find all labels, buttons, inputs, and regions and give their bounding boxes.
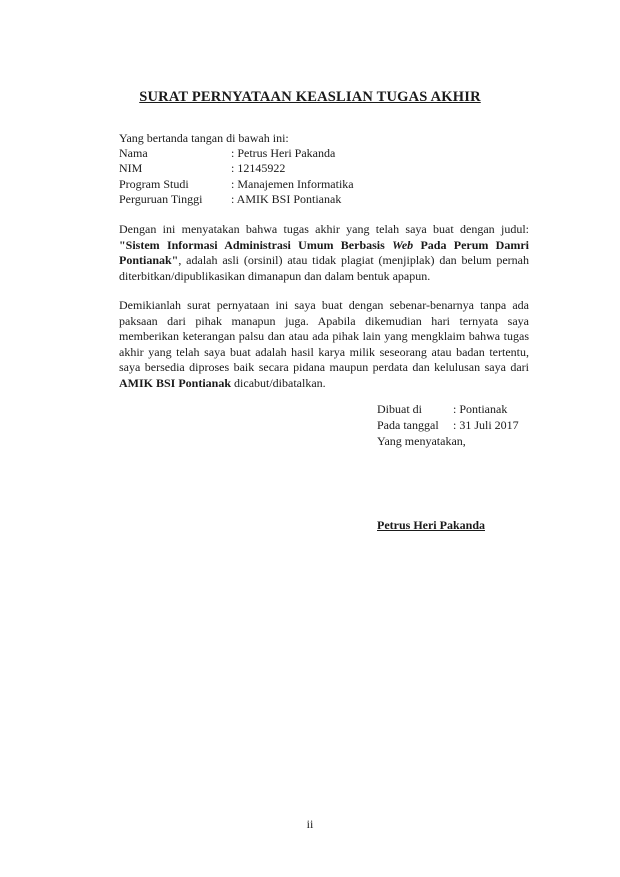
thesis-title-part1: "Sistem Informasi Administrasi Umum Berbasis (119, 237, 393, 252)
place-label: Dibuat di (377, 402, 422, 416)
identity-row-nama (119, 146, 335, 161)
declaration-rest: , adalah asli (orsinil) atau tidak plagiat (menjiplak) dan belum pernah diterbitkan/dipublikasikan dimanapun dan dalam bentuk apapun. (119, 253, 529, 283)
signature-closing: Yang menyatakan, (377, 434, 466, 448)
document-title: SURAT PERNYATAAN KEASLIAN TUGAS AKHIR (139, 89, 481, 105)
thesis-title-italic: Web (392, 237, 414, 252)
identity-row-program-studi (119, 177, 354, 192)
identity-label: NIM (119, 161, 143, 175)
identity-value: : 12145922 (231, 161, 286, 175)
place-value: : Pontianak (453, 402, 508, 416)
identity-label: Nama (119, 146, 148, 160)
institution-name: AMIK BSI Pontianak (119, 375, 232, 390)
intro-text: Yang bertanda tangan di bawah ini: (119, 131, 289, 145)
statement-text-1: Demikianlah surat pernyataan ini saya buat dengan sebenar-benarnya tanpa ada paksaan dari pihak manapun juga. Apabila dikemudian hari ternyata saya memberikan keterangan palsu dan atau ada pihak lain yang mengklaim bahwa tugas akhir yang telah saya buat adalah hasil karya milik seseorang atau badan tertentu, saya bersedia diproses baik secara pidana maupun perdata dan kelulusan saya dari (119, 298, 529, 374)
signatory-name: Petrus Heri Pakanda (377, 518, 485, 532)
thesis-title-part2: Pada Perum Damri Pontianak" (119, 237, 530, 267)
identity-label: Perguruan Tinggi (119, 192, 203, 206)
identity-label: Program Studi (119, 177, 189, 191)
identity-row-perguruan-tinggi (119, 192, 341, 207)
statement-text-2: dicabut/dibatalkan. (231, 375, 326, 390)
declaration-lead: Dengan ini menyatakan bahwa tugas akhir yang telah saya buat dengan judul: (119, 222, 529, 236)
statement-paragraph (119, 298, 529, 391)
date-label: Pada tanggal (377, 418, 439, 432)
identity-value: : Petrus Heri Pakanda (231, 146, 336, 160)
signature-date-row (377, 418, 519, 433)
identity-value: : Manajemen Informatika (231, 177, 354, 191)
declaration-paragraph (119, 222, 529, 284)
identity-value: : AMIK BSI Pontianak (231, 192, 342, 206)
identity-row-nim (119, 161, 285, 176)
signature-place-row (377, 402, 507, 417)
date-value: : 31 Juli 2017 (453, 418, 519, 432)
page-number: ii (306, 817, 314, 831)
